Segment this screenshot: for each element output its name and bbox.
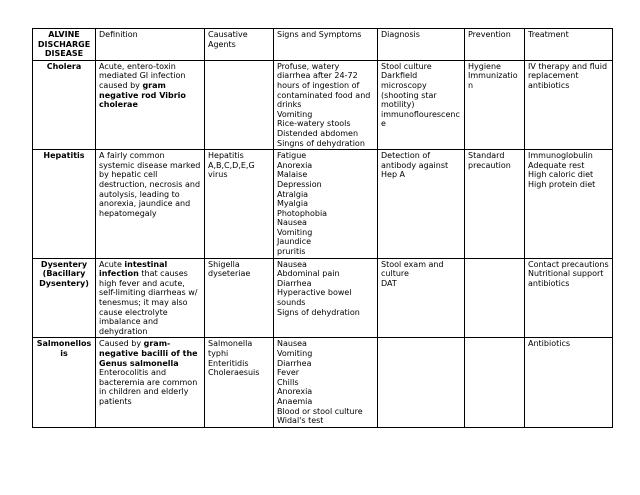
signs-symptoms-item: Depression: [277, 179, 322, 189]
header-row: [33, 29, 613, 61]
signs-symptoms-item: Photophobia: [277, 208, 328, 218]
signs-symptoms-item: Signs of dehydration: [277, 307, 360, 317]
definition-text: Acute: [99, 259, 125, 269]
signs-symptoms-item: Vomiting: [277, 109, 313, 119]
treatment-item: Contact precautions: [528, 259, 609, 269]
signs-symptoms-item: Widal's test: [277, 416, 324, 426]
table-row-hepatitis: [33, 150, 613, 259]
definition-text: Caused by: [99, 339, 144, 349]
signs-symptoms-cell: [274, 258, 378, 338]
signs-symptoms-item: Singns of dehydration: [277, 138, 365, 148]
definition-bold-text: intestinal infection: [99, 259, 168, 279]
signs-symptoms-item: pruritis: [277, 247, 306, 257]
signs-symptoms-item: Vomiting: [277, 349, 313, 358]
header-disease: ALVINE DISCHARGE DISEASE: [33, 29, 96, 61]
diagnosis-item: DAT: [381, 278, 397, 288]
signs-symptoms-item: Anorexia: [277, 387, 313, 397]
diagnosis-cell: [378, 338, 465, 427]
table-body: [33, 60, 613, 427]
definition-cell: [96, 338, 205, 427]
treatment-cell: [525, 150, 613, 259]
signs-symptoms-cell: [274, 338, 378, 427]
treatment-item: IV therapy and fluid replacement: [528, 61, 608, 81]
definition-text: A fairly common systemic disease marked by hepatic cell destruction, necrosis and autolysis, leading to anorexia, jaundice and hepatomegaly: [99, 151, 201, 218]
causative-agents-item: Shigella dyseteriae: [208, 259, 251, 279]
treatment-cell: [525, 338, 613, 427]
signs-symptoms-item: Vomiting: [277, 227, 313, 237]
table-row-salmonellosis: [33, 338, 613, 427]
causative-agents-item: Enteritidis: [208, 358, 249, 368]
signs-symptoms-item: Myalgia: [277, 199, 308, 209]
diagnosis-cell: [378, 258, 465, 338]
definition-text: that causes high fever and acute, self-limiting diarrheas w/ tenesmus; it may also cause electrolyte imbalance and dehydration: [99, 269, 198, 336]
treatment-cell: [525, 258, 613, 338]
signs-symptoms-item: Fatigue: [277, 151, 307, 161]
signs-symptoms-item: Abdominal pain: [277, 269, 340, 279]
definition-bold-text: gram negative rod Vibrio cholerae: [99, 80, 186, 110]
header-treatment: Treatment: [525, 29, 613, 61]
header-diagnosis: Diagnosis: [378, 29, 465, 61]
disease-name-cell: Cholera: [33, 60, 96, 149]
diagnosis-item: Stool exam and culture: [381, 259, 444, 279]
prevention-cell: [465, 338, 525, 427]
signs-symptoms-item: Chills: [277, 377, 299, 387]
disease-name-cell: Hepatitis: [33, 150, 96, 259]
signs-symptoms-item: Nausea: [277, 339, 307, 349]
signs-symptoms-item: Jaundice: [277, 237, 312, 247]
causative-agents-item: Hepatitis A,B,C,D,E,G virus: [208, 151, 255, 180]
prevention-item: Immunization: [468, 71, 518, 90]
signs-symptoms-cell: [274, 150, 378, 259]
treatment-item: antibiotics: [528, 278, 570, 288]
causative-agents-cell: [205, 258, 274, 338]
signs-symptoms-item: Atralgia: [277, 189, 309, 199]
prevention-item: Hygiene: [468, 61, 501, 71]
signs-symptoms-item: Anaemia: [277, 396, 313, 406]
signs-symptoms-item: Anorexia: [277, 160, 313, 170]
diagnosis-cell: [378, 150, 465, 259]
signs-symptoms-item: Diarrhea: [277, 358, 312, 368]
signs-symptoms-item: Blood or stool culture: [277, 406, 363, 416]
causative-agents-item: Salmonella typhi: [208, 339, 253, 358]
signs-symptoms-item: Nausea: [277, 218, 307, 228]
treatment-item: Nutritional support: [528, 269, 604, 279]
signs-symptoms-item: Rice-watery stools: [277, 119, 351, 129]
treatment-item: antibiotics: [528, 80, 570, 90]
prevention-item: Standard precaution: [468, 151, 511, 170]
prevention-cell: [465, 150, 525, 259]
signs-symptoms-item: Profuse, watery diarrhea after 24-72 hours of ingestion of contaminated food and drinks: [277, 61, 371, 110]
definition-cell: [96, 258, 205, 338]
signs-symptoms-item: Malaise: [277, 170, 308, 180]
diagnosis-item: Detection of antibody against Hep A: [381, 151, 449, 180]
diagnosis-item: Darkfield microscopy (shooting star motility): [381, 71, 437, 110]
signs-symptoms-item: Fever: [277, 368, 300, 378]
causative-agents-cell: [205, 338, 274, 427]
definition-cell: [96, 60, 205, 149]
treatment-item: High protein diet: [528, 179, 596, 189]
signs-symptoms-item: Hyperactive bowel sounds: [277, 288, 352, 308]
header-causative-agents: Causative Agents: [205, 29, 274, 61]
causative-agents-item: Choleraesuis: [208, 368, 260, 378]
header-prevention: Prevention: [465, 29, 525, 61]
treatment-item: Immunoglobulin: [528, 151, 593, 161]
table-row-cholera: [33, 60, 613, 149]
treatment-cell: [525, 60, 613, 149]
diagnosis-item: immunoflourescence: [381, 109, 460, 129]
signs-symptoms-item: Distended abdomen: [277, 128, 359, 138]
treatment-item: High caloric diet: [528, 170, 594, 180]
signs-symptoms-cell: [274, 60, 378, 149]
definition-cell: [96, 150, 205, 259]
disease-table: [32, 28, 613, 428]
diagnosis-item: Stool culture: [381, 61, 432, 71]
signs-symptoms-item: Nausea: [277, 259, 307, 269]
disease-name-cell: Salmonellosis: [33, 338, 96, 427]
disease-name-cell: Dysentery (Bacillary Dysentery): [33, 258, 96, 338]
causative-agents-cell: [205, 150, 274, 259]
prevention-cell: [465, 60, 525, 149]
diagnosis-cell: [378, 60, 465, 149]
header-definition: Definition: [96, 29, 205, 61]
table-row-dysentery: [33, 258, 613, 338]
prevention-cell: [465, 258, 525, 338]
definition-bold-text: gram-negative bacilli of the Genus salmonella: [99, 339, 198, 368]
treatment-item: Adequate rest: [528, 160, 585, 170]
definition-text: Acute, entero-toxin mediated GI infection caused by: [99, 61, 186, 90]
definition-text: Enterocolitis and bacteremia are common in children and elderly patients: [99, 368, 198, 406]
header-signs-symptoms: Signs and Symptoms: [274, 29, 378, 61]
treatment-item: Antibiotics: [528, 339, 571, 349]
signs-symptoms-item: Diarrhea: [277, 278, 312, 288]
causative-agents-cell: [205, 60, 274, 149]
